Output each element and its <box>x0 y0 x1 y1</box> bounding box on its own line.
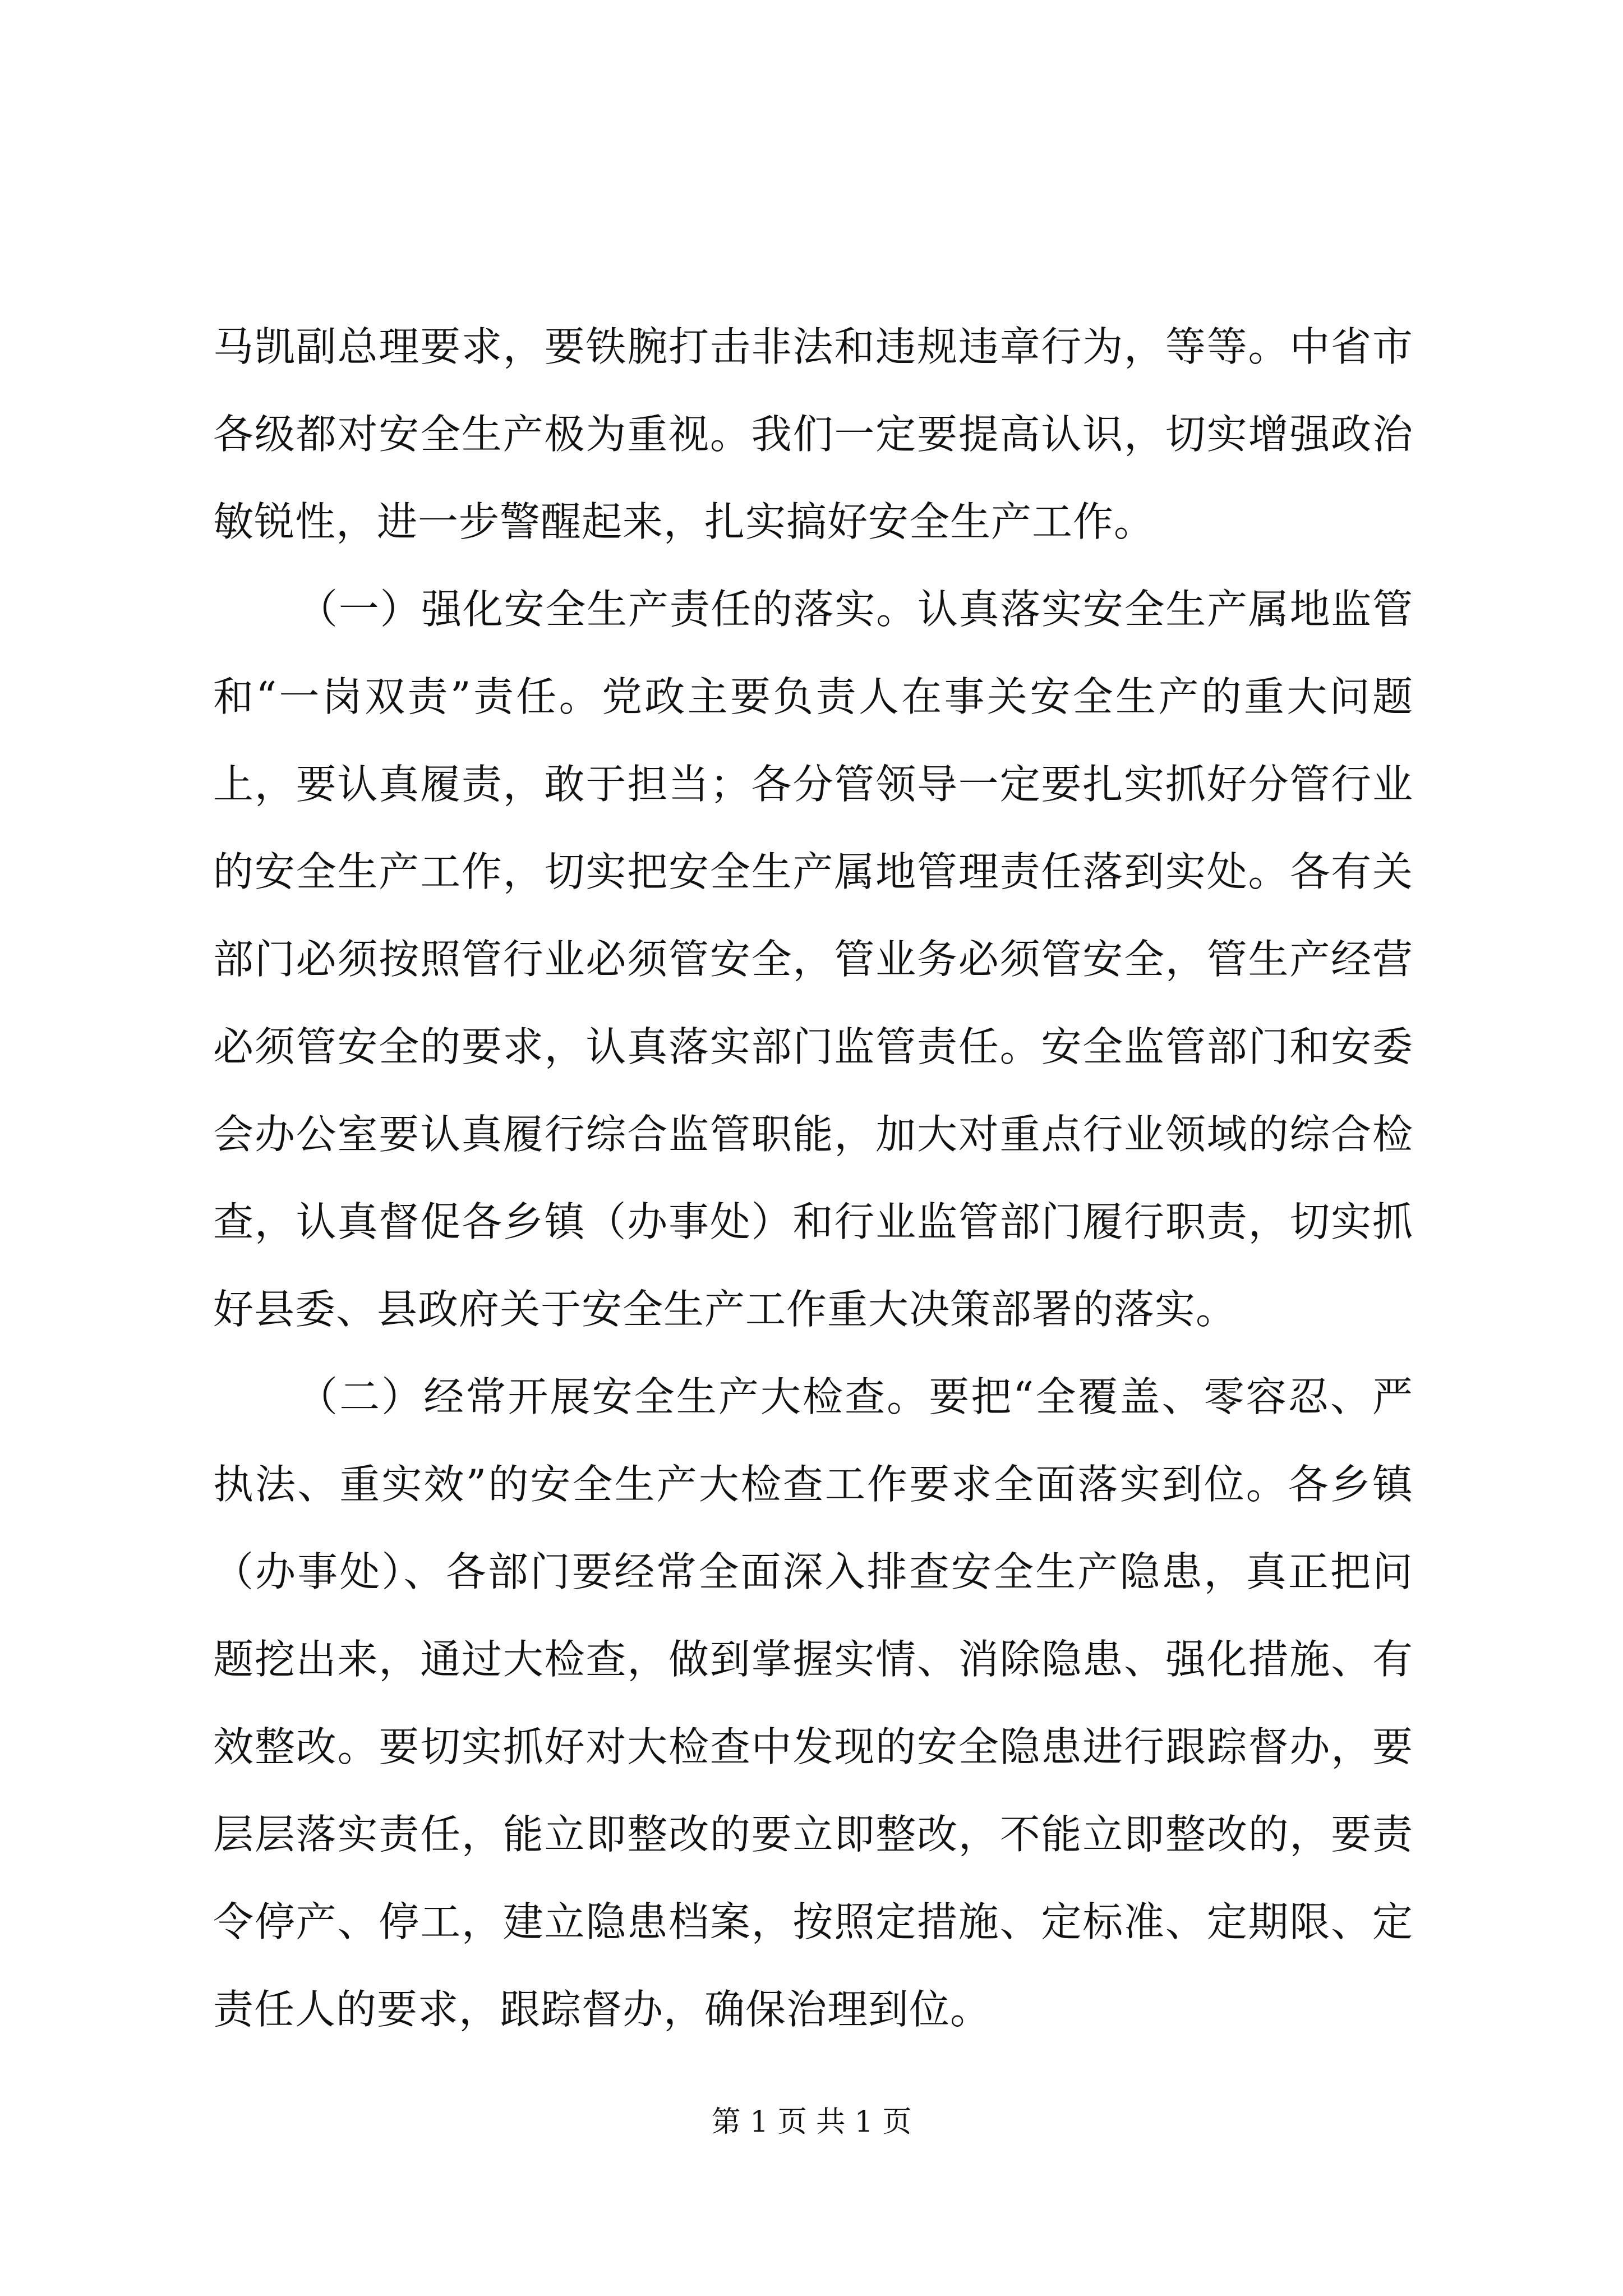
paragraph-section-two: （二）经常开展安全生产大检查。要把“全覆盖、零容忍、严执法、重实效”的安全生产大检查工作要求全面落实到位。各乡镇（办事处）、各部门要经常全面深入排查安全生产隐患，真正把问题挖出来，通过大检查，做到掌握实情、消除隐患、强化措施、有效整改。要切实抓好对大检查中发现的安全隐患进行跟踪督办，要层层落实责任，能立即整改的要立即整改，不能立即整改的，要责令停产、停工，建立隐患档案，按照定措施、定标准、定期限、定责任人的要求，跟踪督办，确保治理到位。 <box>213 1373 1413 2033</box>
paragraph-section-one: （一）强化安全生产责任的落实。认真落实安全生产属地监管和“一岗双责”责任。党政主要负责人在事关安全生产的重大问题上，要认真履责，敢于担当；各分管领导一定要扎实抓好分管行业的安全生产工作，切实把安全生产属地管理责任落到实处。各有关部门必须按照管行业必须管安全，管业务必须管安全，管生产经营必须管安全的要求，认真落实部门监管责任。安全监管部门和安委会办公室要认真履行综合监管职能，加大对重点行业领域的综合检查，认真督促各乡镇（办事处）和行业监管部门履行职责，切实抓好县委、县政府关于安全生产工作重大决策部署的落实。 <box>213 586 1413 1333</box>
paragraph-continuation: 马凯副总理要求，要铁腕打击非法和违规违章行为，等等。中省市各级都对安全生产极为重视。我们一定要提高认识，切实增强政治敏锐性，进一步警醒起来，扎实搞好安全生产工作。 <box>213 323 1413 545</box>
document-body <box>213 303 1413 2053</box>
page-footer: 第 1 页 共 1 页 <box>711 2105 912 2139</box>
